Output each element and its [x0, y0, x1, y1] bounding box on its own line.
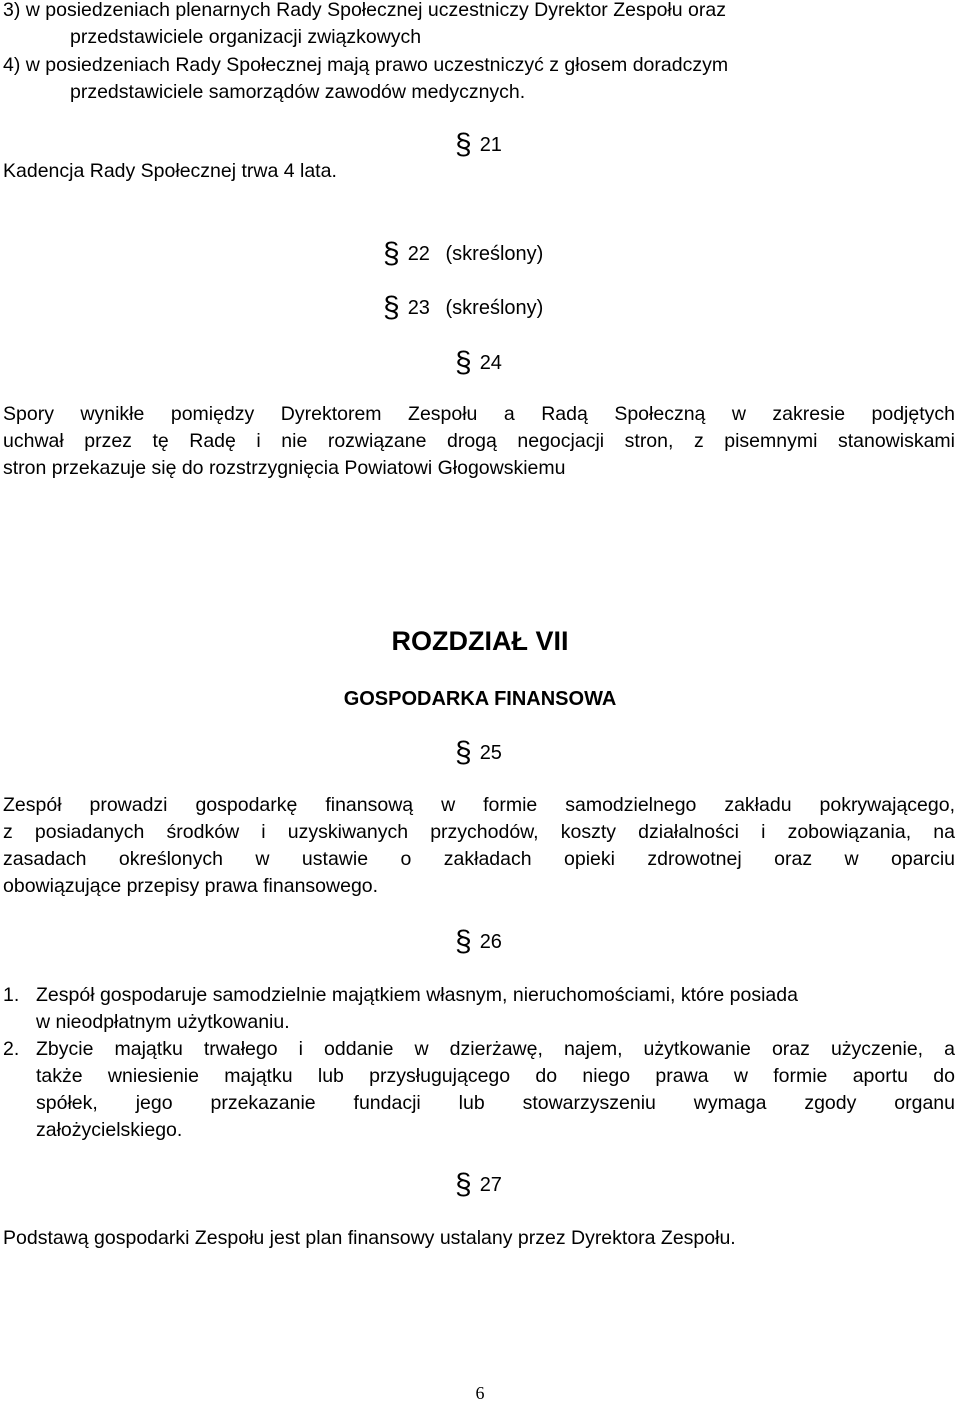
section-symbol-icon: §: [455, 1168, 472, 1201]
paragraph-line: z posiadanych środków i uzyskiwanych przychodów, koszty działalności i zobowiązania, na: [3, 821, 955, 843]
list-item-3-line-1: 3) w posiedzeniach plenarnych Rady Społecznej uczestniczy Dyrektor Zespołu oraz: [3, 0, 726, 21]
paragraph-line: zasadach określonych w ustawie o zakładach opieki zdrowotnej oraz w oparciu: [3, 848, 955, 870]
section-number: 25: [479, 742, 502, 764]
section-number: 27: [479, 1174, 502, 1196]
section-number: 24: [479, 352, 502, 374]
section-26-heading: [455, 925, 502, 958]
item-text: Zespół gospodaruje samodzielnie majątkiem własnym, nieruchomościami, które posiada: [36, 984, 798, 1006]
section-21-text: Kadencja Rady Społecznej trwa 4 lata.: [3, 160, 337, 182]
paragraph-line: założycielskiego.: [36, 1119, 183, 1141]
section-symbol-icon: §: [455, 128, 472, 161]
section-number: 21: [479, 134, 502, 156]
paragraph-line: spółek, jego przekazanie fundacji lub stowarzyszeniu wymaga zgody organu: [36, 1092, 955, 1114]
paragraph-line: Zespół prowadzi gospodarkę finansową w formie samodzielnego zakładu pokrywającego,: [3, 794, 955, 816]
section-27-heading: [455, 1168, 502, 1201]
chapter-title: ROZDZIAŁ VII: [391, 626, 569, 656]
page-number: 6: [475, 1383, 485, 1403]
section-25-paragraph: [3, 792, 955, 873]
paragraph-line: obowiązujące przepisy prawa finansowego.: [3, 875, 379, 897]
section-23-text: (skreślony): [445, 297, 544, 319]
item-number: 1.: [3, 984, 20, 1006]
section-22-text: (skreślony): [445, 243, 544, 265]
section-symbol-icon: §: [455, 346, 472, 379]
section-number: 23: [407, 297, 430, 319]
section-25-heading: [455, 736, 502, 769]
section-symbol-icon: §: [455, 736, 472, 769]
numbered-item-1-line-2: w nieodpłatnym użytkowaniu.: [36, 1011, 290, 1033]
section-27-text: Podstawą gospodarki Zespołu jest plan finansowy ustalany przez Dyrektora Zespołu.: [3, 1227, 736, 1249]
paragraph-line: stron przekazuje się do rozstrzygnięcia Powiatowi Głogowskiemu: [3, 457, 566, 479]
list-item-4-line-2: przedstawiciele samorządów zawodów medycznych.: [70, 81, 526, 103]
chapter-subtitle: GOSPODARKA FINANSOWA: [343, 688, 617, 710]
section-symbol-icon: §: [383, 237, 400, 270]
item-text: Zbycie majątku trwałego i oddanie w dzierżawę, najem, użytkowanie oraz użyczenie, a: [36, 1038, 955, 1060]
section-symbol-icon: §: [383, 291, 400, 324]
section-24-paragraph: [3, 401, 955, 455]
paragraph-line: także wniesienie majątku lub przysługującego do niego prawa w formie aportu do: [36, 1065, 955, 1087]
numbered-item-2: [3, 1036, 955, 1063]
section-21-heading: [455, 128, 502, 161]
list-item-3-line-2: przedstawiciele organizacji związkowych: [70, 26, 422, 48]
section-number: 22: [407, 243, 430, 265]
list-item-4-line-1: 4) w posiedzeniach Rady Społecznej mają prawo uczestniczyć z głosem doradczym: [3, 54, 729, 76]
section-24-heading: [455, 346, 502, 379]
paragraph-line: uchwał przez tę Radę i nie rozwiązane drogą negocjacji stron, z pisemnymi stanowiskami: [3, 430, 955, 452]
section-number: 26: [479, 931, 502, 953]
section-symbol-icon: §: [455, 925, 472, 958]
numbered-item-1: [3, 982, 798, 1009]
section-22-heading: [383, 237, 544, 270]
section-23-heading: [383, 291, 544, 324]
numbered-item-2-continuation: [36, 1063, 955, 1117]
paragraph-line: Spory wynikłe pomiędzy Dyrektorem Zespołu a Radą Społeczną w zakresie podjętych: [3, 403, 955, 425]
item-number: 2.: [3, 1038, 20, 1060]
